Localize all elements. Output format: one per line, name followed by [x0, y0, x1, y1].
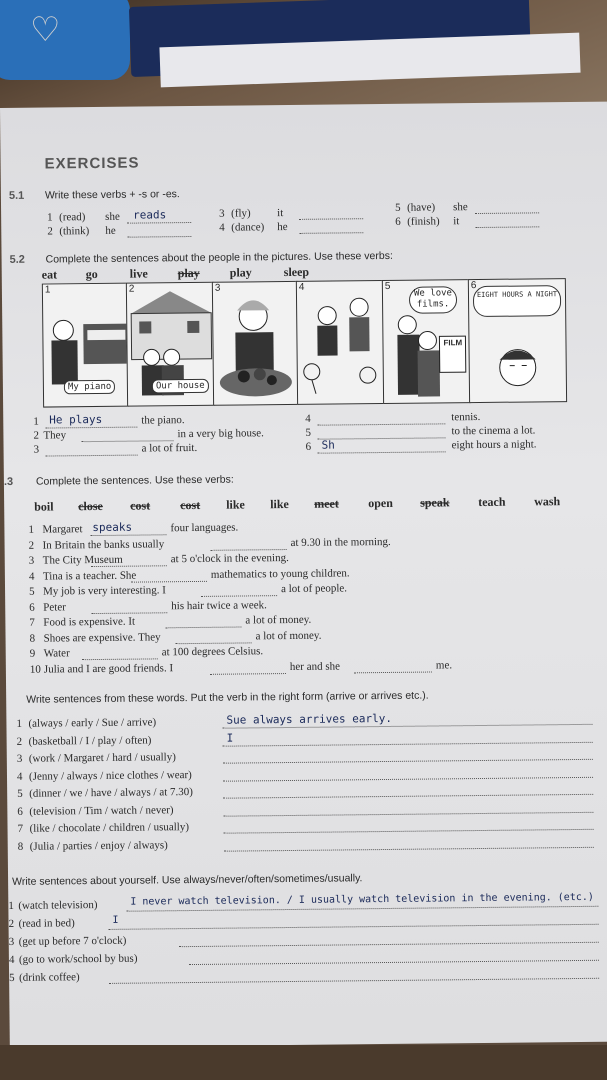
ex51-answer-line[interactable]: [127, 236, 191, 238]
ex54-answer-line[interactable]: [223, 794, 593, 799]
ex51-item-verb: (think): [59, 225, 90, 238]
ex52-sentence-end: to the cinema a lot.: [451, 424, 536, 438]
ex52-verb: eat: [41, 267, 58, 282]
ex53-verb: teach: [478, 494, 506, 510]
ex53-answer-line[interactable]: [131, 580, 207, 582]
picture-6: 6 EIGHT HOURS A NIGHT: [468, 278, 567, 403]
ex53-sentence-start: In Britain the banks usually: [42, 537, 165, 552]
desk-bottom: [0, 1045, 607, 1080]
ex54-item-number: 6: [17, 805, 23, 818]
ex51-item-verb: (dance): [231, 221, 265, 234]
ex52-sentence-end: in a very big house.: [177, 427, 264, 441]
ex53-verb: wash: [534, 494, 561, 509]
ex53-verb: boil: [34, 499, 54, 514]
heart-charm-icon: ♡: [30, 10, 61, 50]
ex53-verb: like: [270, 496, 289, 512]
ex52-sentence-end: eight hours a night.: [451, 438, 537, 452]
ex52-answer-line[interactable]: [46, 455, 138, 457]
ex53-answer-line[interactable]: [91, 612, 167, 614]
ex52-sentence-number: 4: [305, 412, 311, 425]
ex55-answer-line[interactable]: [179, 942, 599, 947]
ex54-item-number: 1: [16, 717, 23, 730]
ex53-sentence-end: his hair twice a week.: [171, 598, 267, 612]
ex53-sentence-end: a lot of money.: [255, 629, 322, 642]
ex53-sentence-end-2: me.: [435, 658, 453, 671]
blue-pouch: [0, 0, 130, 80]
ex53-answer-line[interactable]: [211, 549, 287, 551]
picture-4: 4: [296, 280, 385, 405]
ex54-item-number: 3: [16, 752, 23, 765]
ex52-verb: go: [85, 266, 98, 282]
ex51-item-number: 1: [47, 211, 53, 224]
worksheet-page: [0, 102, 607, 1048]
picture-1-sign: My piano: [64, 380, 116, 395]
ex53-sentence-number: 6: [29, 601, 35, 614]
ex53-sentence-start: Food is expensive. It: [43, 615, 136, 629]
ex55-item-words: (watch television): [18, 899, 98, 912]
picture-3: 3: [212, 281, 299, 406]
ex52-verb: sleep: [283, 264, 310, 280]
ex53-verb: cost: [130, 498, 151, 513]
ex51-answer-line[interactable]: [475, 226, 539, 228]
ex55-answer-line[interactable]: [189, 960, 599, 965]
ex54-item-number: 8: [17, 840, 24, 853]
ex53-answer-line[interactable]: [210, 673, 286, 675]
ex53-sentence-start: Margaret: [42, 523, 83, 536]
ex52-answer-line[interactable]: [318, 451, 446, 453]
ex54-item-words: (like / chocolate / children / usually): [29, 821, 190, 835]
ex55-item-words: (go to work/school by bus): [18, 952, 138, 966]
ex53-sentence-number: 5: [29, 585, 35, 598]
ex52-sentence-start: They: [43, 429, 67, 442]
ex51-item-number: 6: [395, 215, 401, 228]
ex51-answer-line[interactable]: [299, 218, 363, 220]
ex51-item-verb: (read): [59, 211, 86, 224]
film-poster-label: FILM: [443, 338, 463, 348]
picture-6-thought-bubble: EIGHT HOURS A NIGHT: [473, 285, 561, 317]
ex53-sentence-start: Tina is a teacher. She: [42, 569, 137, 583]
ex54-item-words: (always / early / Sue / arrive): [28, 716, 157, 730]
ex52-sentence-end: a lot of fruit.: [141, 441, 198, 455]
ex53-sentence-start: Water: [43, 647, 70, 660]
ex54-item-words: (Jenny / always / nice clothes / wear): [28, 768, 192, 783]
ex51-item-verb: (have): [407, 201, 436, 214]
ex52-verb: play: [177, 265, 200, 281]
ex53-answer-line[interactable]: [90, 534, 166, 536]
ex51-item-subject: she: [453, 201, 468, 214]
ex52-answer: Sh: [321, 438, 335, 452]
ex53-answer-line[interactable]: [176, 642, 252, 644]
ex55-item-number: 2: [8, 917, 15, 930]
man-sleeping-illustration: [469, 279, 566, 402]
ex53-answer-line[interactable]: [91, 565, 167, 567]
ex52-instruction: Complete the sentences about the people in the pictures. Use these verbs:: [45, 249, 393, 266]
ex53-sentence-end: four languages.: [170, 521, 239, 535]
ex51-answer-line[interactable]: [127, 222, 191, 224]
ex53-sentence-number: 9: [29, 647, 36, 660]
ex52-number: 5.2: [9, 253, 25, 266]
ex53-sentence-end: mathematics to young children.: [210, 566, 350, 581]
ex51-item-number: 5: [395, 201, 401, 214]
picture-1: 1 My piano: [42, 283, 129, 408]
ex55-item-number: 4: [8, 953, 15, 966]
ex53-sentence-end: at 5 o'clock in the evening.: [170, 552, 289, 566]
ex51-item-verb: (finish): [407, 215, 440, 228]
ex52-answer: He plays: [49, 412, 103, 427]
ex53-sentence-number: 3: [28, 554, 35, 567]
ex51-instruction: Write these verbs + -s or -es.: [44, 188, 180, 202]
ex52-verb: live: [129, 266, 148, 281]
ex53-number: .3: [3, 475, 14, 488]
ex53-answer-line-2[interactable]: [354, 671, 432, 673]
ex54-item-words: (dinner / we / have / always / at 7.30): [29, 786, 193, 800]
ex51-item-number: 3: [219, 207, 225, 220]
section-title: EXERCISES: [44, 154, 140, 173]
ex54-answer: Sue always arrives early.: [226, 711, 393, 727]
ex55-answer-line[interactable]: [109, 978, 599, 984]
ex55-item-number: 1: [8, 899, 14, 912]
ex54-item-number: 4: [16, 770, 23, 783]
picture-5: 5 We love films. FILM: [382, 279, 471, 404]
ex53-sentence-number: 4: [28, 570, 35, 583]
ex54-answer-line[interactable]: [223, 741, 593, 746]
ex51-item-subject: it: [277, 207, 284, 220]
ex52-answer-line[interactable]: [317, 423, 445, 425]
ex51-item-number: 4: [219, 221, 225, 234]
ex54-item-words: (basketball / I / play / often): [28, 733, 152, 748]
ex52-verb: play: [229, 265, 252, 280]
ex53-sentence-start: My job is very interesting. I: [43, 584, 166, 598]
ex55-answer: I never watch television. / I usually watch television in the evening. (etc.): [130, 891, 594, 908]
ex53-sentence-number: 7: [29, 616, 35, 629]
tennis-players-illustration: [297, 281, 384, 404]
ex51-item-number: 2: [47, 225, 53, 238]
ex55-item-words: (get up before 7 o'clock): [18, 934, 127, 948]
ex54-item-number: 2: [16, 735, 23, 748]
ex53-sentence-start: Shoes are expensive. They: [43, 630, 161, 645]
ex53-sentence-end: her and she: [289, 659, 341, 673]
ex55-answer: I: [112, 914, 119, 926]
ex51-answer: reads: [133, 208, 167, 222]
ex52-sentence-number: 6: [305, 440, 312, 453]
ex54-answer-line[interactable]: [223, 759, 593, 764]
ex54-answer-line[interactable]: [223, 811, 593, 816]
ex53-verb: cost: [180, 497, 201, 513]
ex53-sentence-end: a lot of people.: [280, 582, 348, 596]
ex54-answer-line[interactable]: [224, 846, 594, 851]
ex53-sentence-number: 1: [28, 523, 34, 536]
ex53-verb: like: [226, 497, 245, 512]
ex55-answer-line[interactable]: [109, 924, 599, 930]
ex51-number: 5.1: [8, 189, 25, 202]
ex53-verb: open: [368, 495, 393, 511]
ex55-item-number: 3: [8, 935, 15, 948]
woman-with-fruit-illustration: [213, 282, 298, 405]
ex52-answer-line[interactable]: [45, 427, 137, 429]
ex54-item-words: (work / Margaret / hard / usually): [28, 751, 176, 765]
ex53-verb: meet: [314, 496, 339, 511]
ex53-sentence-end: a lot of money.: [245, 613, 312, 627]
picture-5-speech-bubble: We love films.: [409, 286, 457, 314]
ex51-item-subject: she: [105, 210, 120, 223]
ex53-sentence-number: 10: [29, 663, 41, 676]
ex53-answer-line[interactable]: [165, 627, 241, 629]
ex53-answer-line[interactable]: [82, 658, 158, 660]
ex53-answer-line[interactable]: [201, 595, 277, 597]
ex52-sentence-number: 2: [33, 429, 39, 442]
ex51-item-subject: he: [277, 220, 288, 234]
ex53-sentence-number: 2: [28, 539, 35, 552]
ex52-sentence-end: tennis.: [451, 410, 481, 424]
ex53-sentence-start: The City Museum: [42, 553, 123, 567]
ex52-sentence-end: the piano.: [141, 414, 185, 427]
ex54-item-number: 5: [17, 787, 23, 800]
ex54-item-number: 7: [17, 822, 24, 835]
picture-2: 2 Our house: [126, 282, 215, 407]
ex53-sentence-number: 8: [29, 632, 36, 645]
ex54-answer: I: [226, 731, 234, 745]
ex54-item-words: (Julia / parties / enjoy / always): [29, 838, 168, 853]
ex53-verb: close: [78, 498, 103, 514]
ex51-answer-line[interactable]: [475, 212, 539, 214]
ex54-answer-line[interactable]: [223, 776, 593, 781]
ex51-item-subject: he: [105, 224, 116, 237]
ex53-sentence-end: at 100 degrees Celsius.: [161, 645, 264, 659]
ex52-sentence-number: 1: [33, 415, 39, 428]
ex53-sentence-end: at 9.30 in the morning.: [290, 535, 391, 549]
ex53-answer: speaks: [92, 520, 133, 535]
ex52-sentence-number: 3: [33, 443, 40, 456]
ex54-answer-line[interactable]: [224, 829, 594, 834]
ex54-instruction: Write sentences from these words. Put the verb in the right form (arrive or arrives etc.).: [26, 689, 429, 706]
ex53-verb: speak: [420, 495, 450, 510]
ex53-instruction: Complete the sentences. Use these verbs:: [35, 473, 234, 488]
ex55-item-words: (drink coffee): [19, 971, 80, 984]
ex52-answer-line[interactable]: [317, 437, 445, 439]
ex55-item-number: 5: [9, 971, 15, 984]
ex51-item-subject: it: [453, 215, 460, 228]
ex53-sentence-start: Peter: [43, 600, 66, 614]
ex52-sentence-number: 5: [305, 426, 311, 439]
ex54-item-words: (television / Tim / watch / never): [29, 803, 174, 818]
ex55-item-words: (read in bed): [18, 917, 75, 930]
picture-2-sign: Our house: [152, 379, 209, 394]
ex53-sentence-start: Julia and I are good friends. I: [43, 661, 174, 676]
ex55-instruction: Write sentences about yourself. Use always/never/often/sometimes/usually.: [12, 872, 363, 888]
ex51-answer-line[interactable]: [299, 232, 363, 234]
ex51-item-verb: (fly): [231, 207, 251, 220]
